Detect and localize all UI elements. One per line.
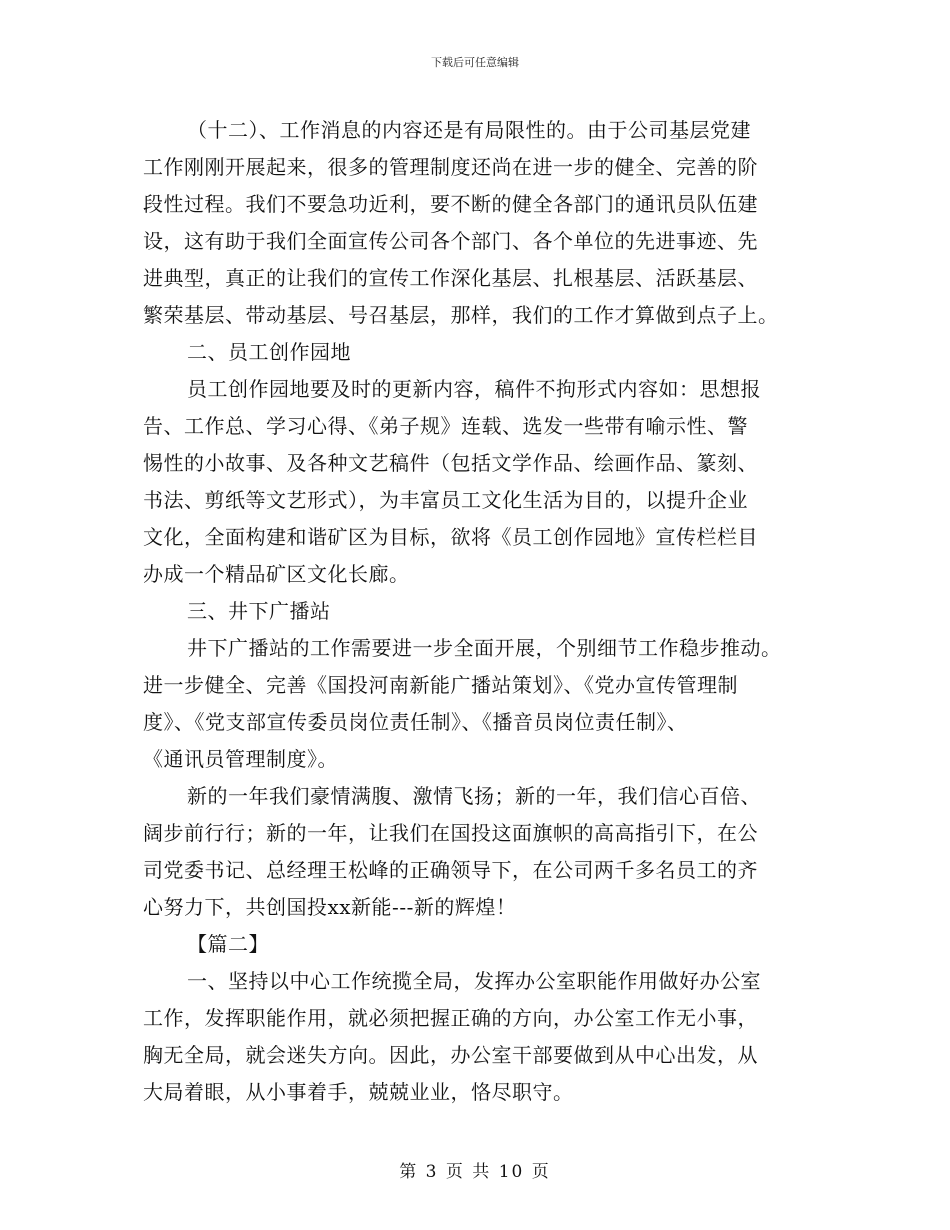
paragraph-line: 段性过程。我们不要急功近利，要不断的健全各部门的通讯员队伍建	[143, 192, 758, 216]
section-heading: 【篇二】	[187, 932, 269, 956]
paragraph-line: 文化，全面构建和谐矿区为目标，欲将《员工创作园地》宣传栏栏目	[143, 525, 758, 549]
section-heading: 三、井下广播站	[187, 599, 331, 623]
paragraph-line: 一、坚持以中心工作统揽全局，发挥办公室职能作用做好办公室	[187, 969, 761, 993]
paragraph-line: 司党委书记、总经理王松峰的正确领导下，在公司两千多名员工的齐	[143, 858, 758, 882]
paragraph-line: 新的一年我们豪情满腹、激情飞扬；新的一年，我们信心百倍、	[187, 784, 761, 808]
paragraph-line: （十二）、工作消息的内容还是有局限性的。由于公司基层党建	[187, 118, 751, 142]
paragraph-line: 胸无全局，就会迷失方向。因此，办公室干部要做到从中心出发，从	[143, 1043, 758, 1067]
paragraph-line: 井下广播站的工作需要进一步全面开展，个别细节工作稳步推动。	[187, 636, 782, 660]
paragraph-line: 办成一个精品矿区文化长廊。	[143, 562, 410, 586]
paragraph-line: 告、工作总、学习心得、《弟子规》连载、选发一些带有喻示性、警	[143, 414, 748, 438]
paragraph-line: 工作刚刚开展起来，很多的管理制度还尚在进一步的健全、完善的阶	[143, 155, 758, 179]
paragraph-line: 度》、《党支部宣传委员岗位责任制》、《播音员岗位责任制》、	[143, 710, 688, 734]
paragraph-line: 进典型，真正的让我们的宣传工作深化基层、扎根基层、活跃基层、	[143, 266, 758, 290]
paragraph-line: 设，这有助于我们全面宣传公司各个部门、各个单位的先进事迹、先	[143, 229, 758, 253]
paragraph-line: 工作，发挥职能作用，就必须把握正确的方向，办公室工作无小事，	[143, 1006, 758, 1030]
section-heading: 二、员工创作园地	[187, 340, 351, 364]
paragraph-line: 员工创作园地要及时的更新内容，稿件不拘形式内容如：思想报	[187, 377, 761, 401]
paragraph-line: 惕性的小故事、及各种文艺稿件（包括文学作品、绘画作品、篆刻、	[143, 451, 758, 475]
document-body	[143, 112, 815, 1111]
paragraph-line: 书法、剪纸等文艺形式），为丰富员工文化生活为目的，以提升企业	[143, 488, 748, 512]
page-header-note: 下载后可任意编辑	[431, 56, 519, 69]
page-number: 第 3 页 共 10 页	[399, 1162, 551, 1182]
paragraph-line: 进一步健全、完善《国投河南新能广播站策划》、《党办宣传管理制	[143, 673, 738, 697]
paragraph-line: 心努力下，共创国投xx新能---新的辉煌！	[143, 895, 517, 919]
paragraph-line: 大局着眼，从小事着手，兢兢业业，恪尽职守。	[143, 1080, 574, 1104]
paragraph-line: 阔步前行行；新的一年，让我们在国投这面旗帜的高高指引下，在公	[143, 821, 758, 845]
paragraph-line: 繁荣基层、带动基层、号召基层，那样，我们的工作才算做到点子上。	[143, 303, 779, 327]
paragraph-line: 《通讯员管理制度》。	[143, 747, 338, 771]
